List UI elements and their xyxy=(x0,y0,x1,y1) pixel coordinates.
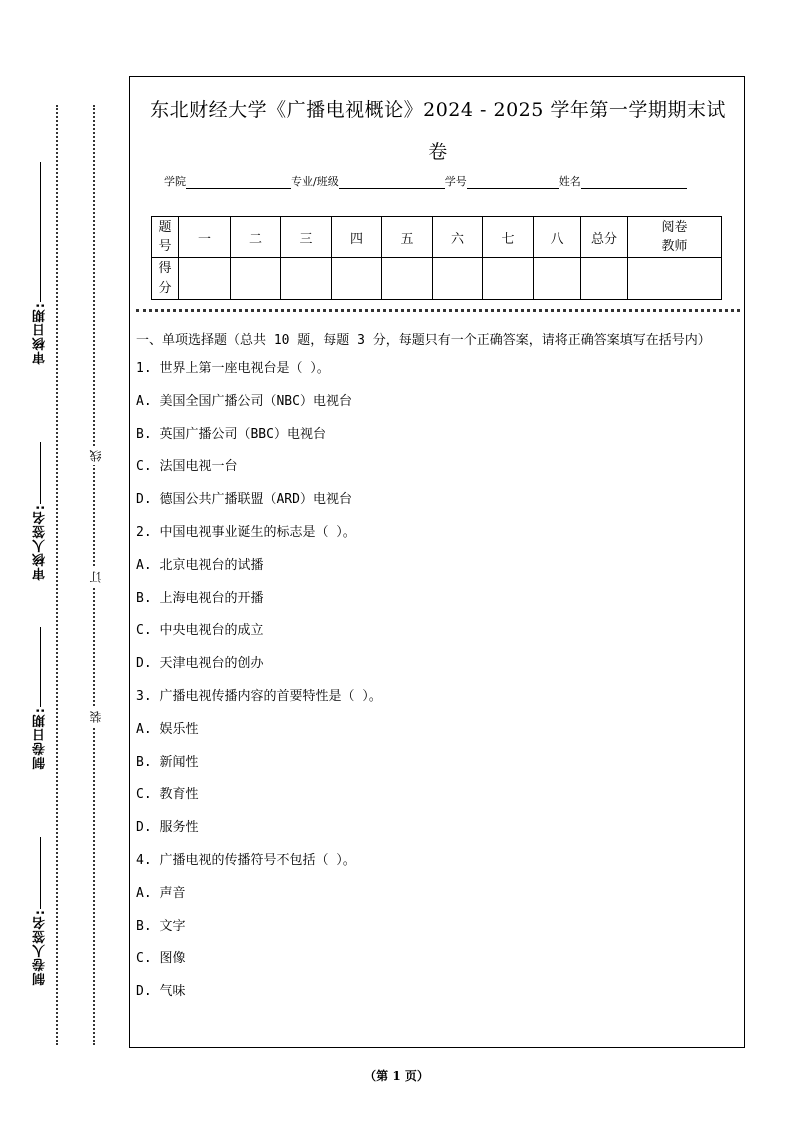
score-cell[interactable] xyxy=(382,258,433,300)
score-col-3: 三 xyxy=(281,217,332,258)
question-option: C. 中央电视台的成立 xyxy=(136,623,264,639)
score-col-4: 四 xyxy=(332,217,382,258)
question-option: B. 英国广播公司（BBC）电视台 xyxy=(136,426,326,442)
reviewer-date-field xyxy=(31,160,50,364)
field-blank-student-id[interactable] xyxy=(467,176,559,189)
field-blank-major-class[interactable] xyxy=(339,176,445,189)
score-cell[interactable] xyxy=(534,258,581,300)
field-label-name: 姓名 xyxy=(558,175,581,188)
field-blank-name[interactable] xyxy=(581,176,687,189)
question-option: A. 北京电视台的试播 xyxy=(136,557,264,573)
setter-date-field xyxy=(31,625,50,769)
question-stem: 3. 广播电视传播内容的首要特性是（ ）。 xyxy=(136,688,382,704)
field-blank-college[interactable] xyxy=(186,176,291,189)
question-stem: 2. 中国电视事业诞生的标志是（ ）。 xyxy=(136,524,356,540)
score-table-header-row xyxy=(152,217,722,258)
page-number: （第 1 页） xyxy=(364,1069,429,1083)
question-option: A. 娱乐性 xyxy=(136,721,199,737)
student-info-row xyxy=(164,173,687,189)
score-cell[interactable] xyxy=(231,258,281,300)
score-cell[interactable] xyxy=(332,258,382,300)
question-block xyxy=(136,517,740,681)
score-col-8: 八 xyxy=(534,217,581,258)
setter-signature-underline xyxy=(40,837,41,909)
exam-content xyxy=(136,330,740,1009)
setter-date-underline xyxy=(40,627,41,707)
reviewer-signature-field xyxy=(31,440,50,580)
score-col-6: 六 xyxy=(433,217,483,258)
reviewer-signature-label: 审核人签名: xyxy=(33,504,48,581)
score-cell[interactable] xyxy=(281,258,332,300)
setter-signature-label: 制卷人签名: xyxy=(33,909,48,986)
score-col-total: 总分 xyxy=(581,217,628,258)
setter-date-label: 制卷日期: xyxy=(33,707,48,770)
score-cell[interactable] xyxy=(483,258,534,300)
question-option: A. 美国全国广播公司（NBC）电视台 xyxy=(136,393,352,409)
score-col-grader: 阅卷 教师 xyxy=(628,217,722,258)
binding-dotted-line-left xyxy=(56,105,58,1045)
reviewer-signature-underline xyxy=(40,442,41,504)
score-col-5: 五 xyxy=(382,217,433,258)
question-option: D. 服务性 xyxy=(136,820,199,836)
field-label-student-id: 学号 xyxy=(444,175,467,188)
question-block xyxy=(136,845,740,1009)
question-option: D. 气味 xyxy=(136,984,186,1000)
score-col-1: 一 xyxy=(179,217,231,258)
score-cell-grader[interactable] xyxy=(628,258,722,300)
score-cell[interactable] xyxy=(179,258,231,300)
question-option: C. 教育性 xyxy=(136,787,199,803)
score-col-7: 七 xyxy=(483,217,534,258)
score-cell[interactable] xyxy=(433,258,483,300)
reviewer-date-underline xyxy=(40,162,41,302)
question-stem: 1. 世界上第一座电视台是（ ）。 xyxy=(136,361,330,376)
question-option: B. 新闻性 xyxy=(136,754,199,770)
score-cell-total[interactable] xyxy=(581,258,628,300)
reviewer-date-label: 审核日期: xyxy=(33,302,48,365)
question-option: D. 天津电视台的创办 xyxy=(136,656,264,672)
binding-mark-zhuang: 装 xyxy=(87,708,104,726)
exam-frame xyxy=(129,76,745,1048)
question-option: B. 上海电视台的开播 xyxy=(136,590,264,606)
exam-title xyxy=(130,89,746,173)
score-table xyxy=(151,216,722,300)
question-option: D. 德国公共广播联盟（ARD）电视台 xyxy=(136,492,352,508)
exam-title-line1: 东北财经大学《广播电视概论》2024 - 2025 学年第一学期期末试 xyxy=(150,99,726,121)
exam-title-line2: 卷 xyxy=(428,141,448,163)
section-title: 一、单项选择题（总共 10 题，每题 3 分，每题只有一个正确答案，请将正确答案填写在括号内） xyxy=(136,333,711,348)
question-block xyxy=(136,681,740,845)
question-option: C. 图像 xyxy=(136,951,186,967)
binding-mark-ding: 订 xyxy=(87,568,104,586)
setter-signature-field xyxy=(31,835,50,985)
field-label-major-class: 专业/班级 xyxy=(291,175,339,188)
header-separator xyxy=(136,309,740,312)
question-stem: 4. 广播电视的传播符号不包括（ ）。 xyxy=(136,852,356,868)
question-option: C. 法国电视一台 xyxy=(136,459,238,475)
score-table-score-row xyxy=(152,258,722,300)
question-block xyxy=(136,353,740,517)
score-col-2: 二 xyxy=(231,217,281,258)
binding-mark-xian: 线 xyxy=(87,447,104,465)
score-table-row-label-score: 得 分 xyxy=(152,258,179,300)
field-label-college: 学院 xyxy=(164,175,186,188)
question-option: B. 文字 xyxy=(136,918,186,934)
question-option: A. 声音 xyxy=(136,885,186,901)
score-table-row-label-question: 题 号 xyxy=(152,217,179,258)
